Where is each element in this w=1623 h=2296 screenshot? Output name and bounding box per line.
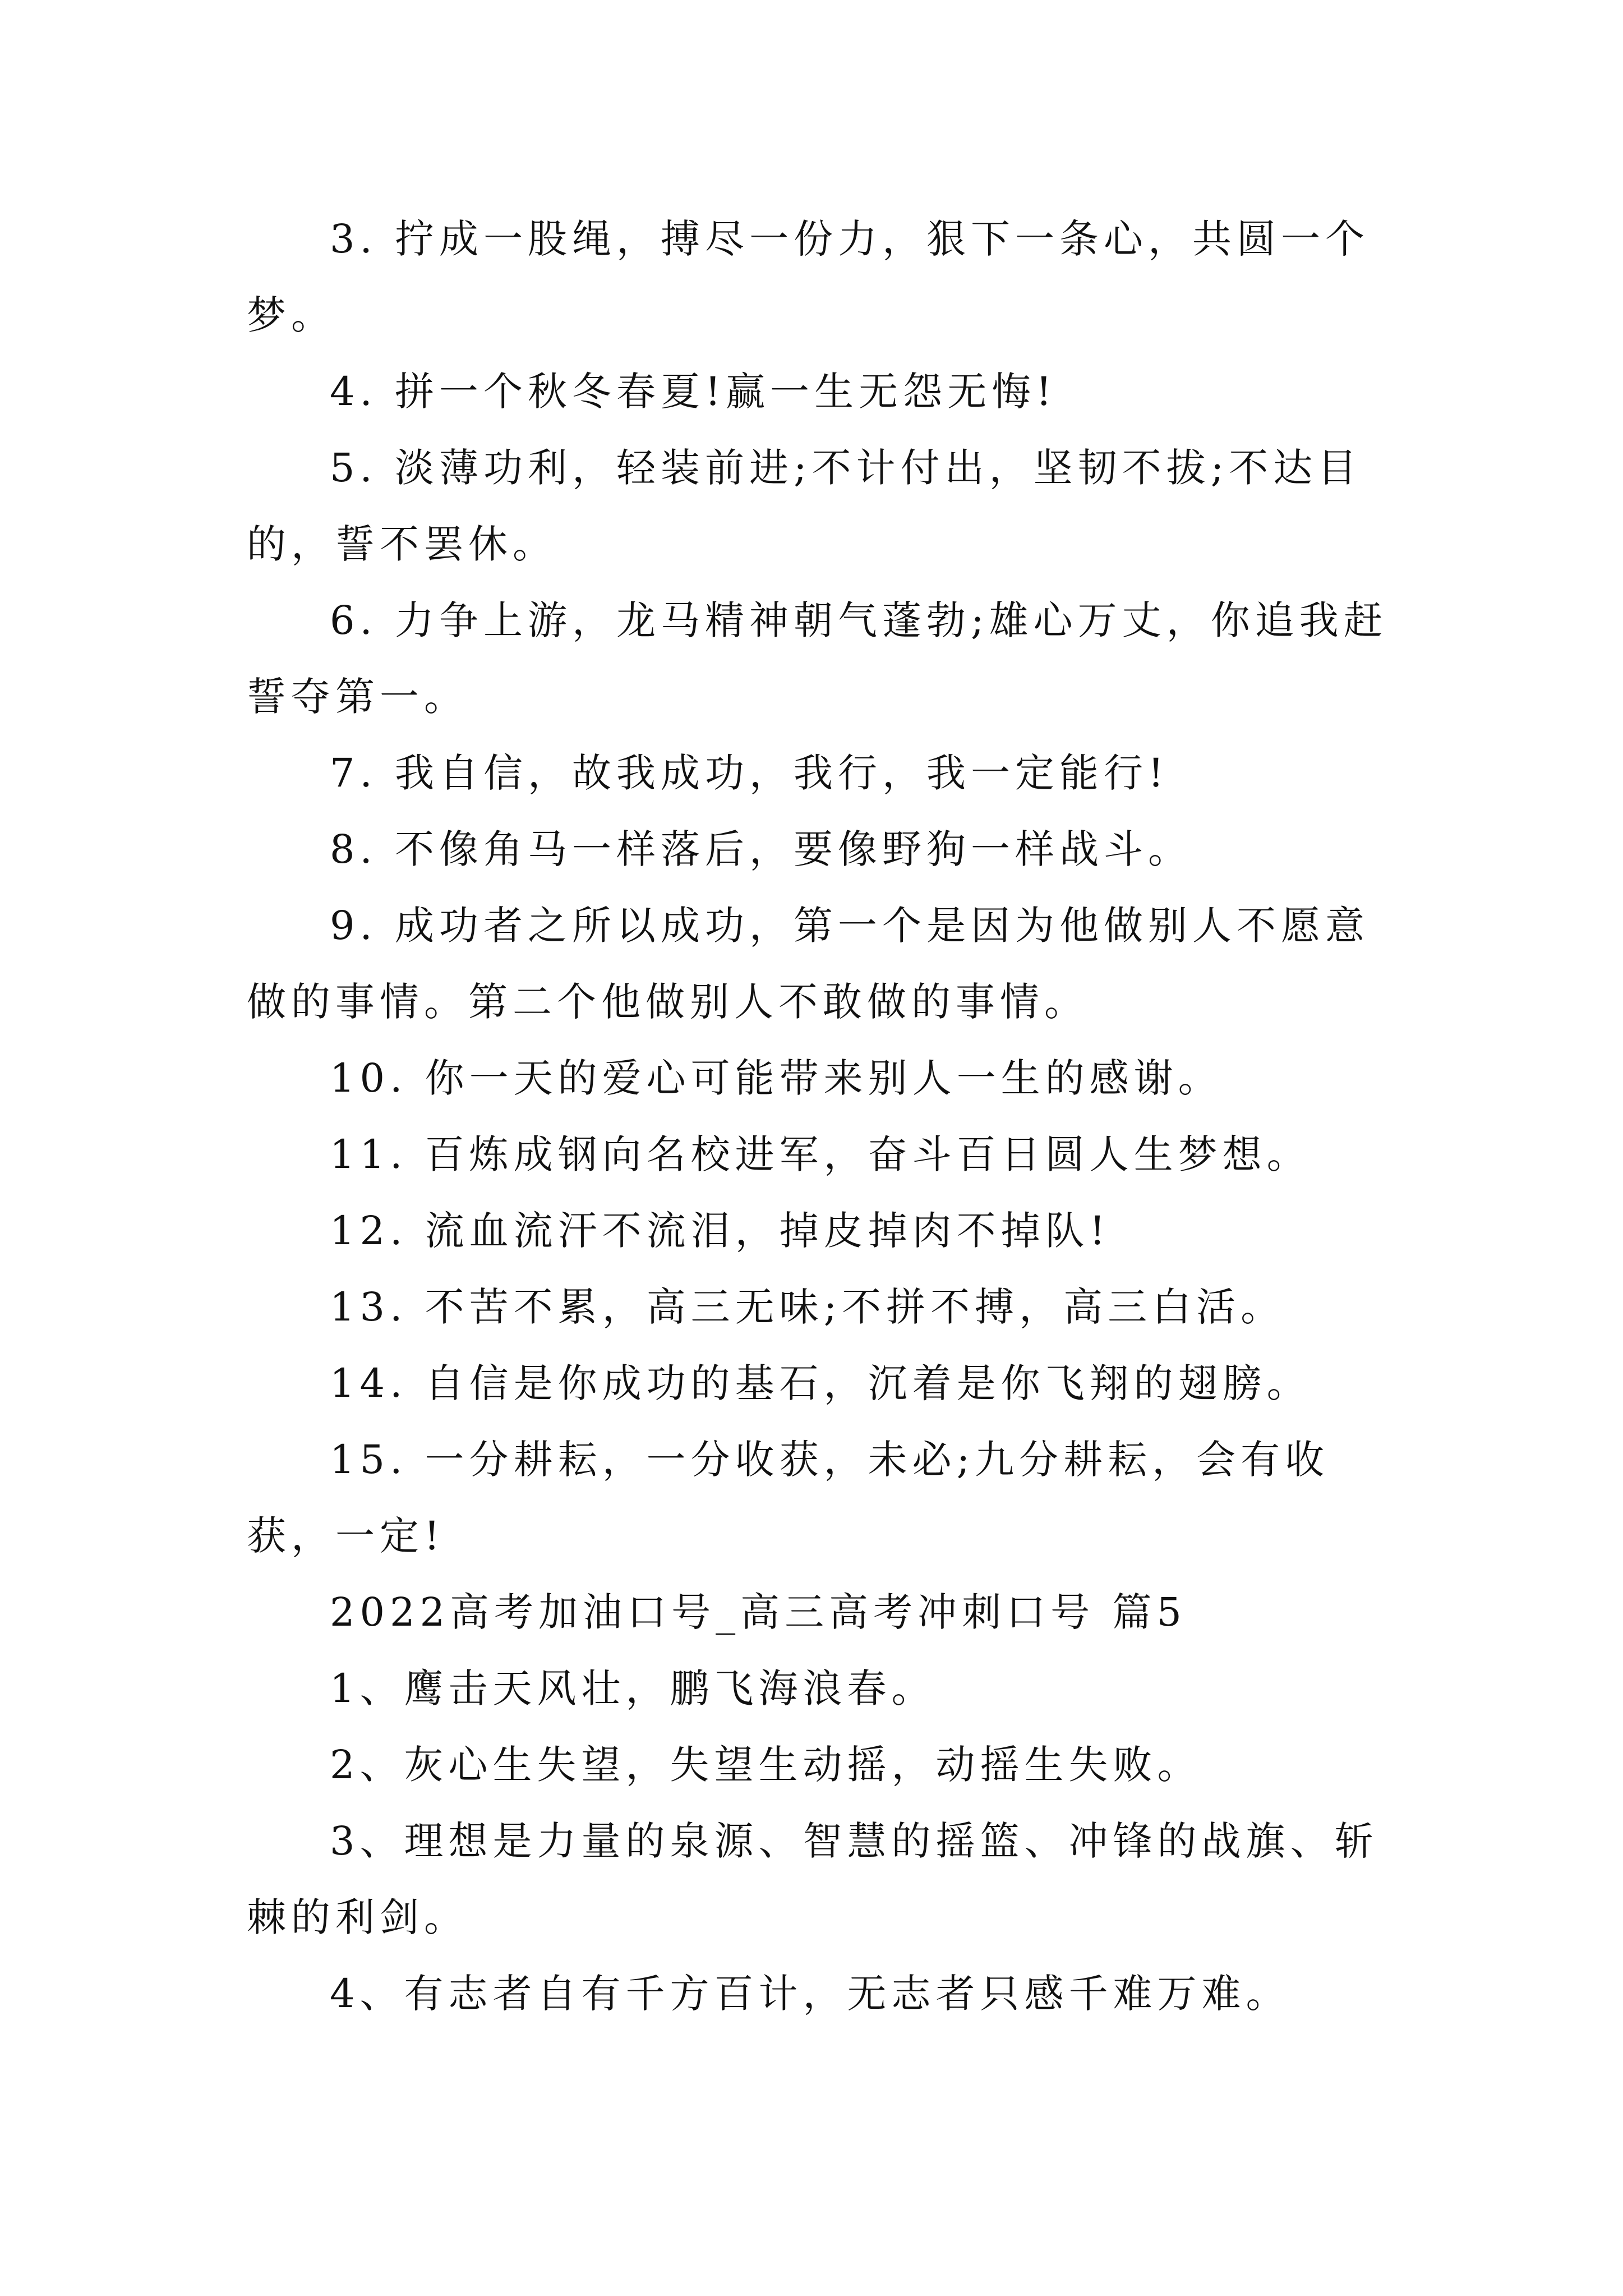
paragraph: 15. 一分耕耘，一分收获，未必;九分耕耘，会有收获，一定! [247, 1437, 1330, 1559]
section-heading: 2022高考加油口号_高三高考冲刺口号 篇5 [330, 1589, 1187, 1635]
paragraph: 12. 流血流汗不流泪，掉皮掉肉不掉队! [330, 1208, 1110, 1254]
paragraph: 9. 成功者之所以成功，第一个是因为他做别人不愿意做的事情。第二个他做别人不敢做的事情。 [247, 903, 1370, 1025]
paragraph: 1、鹰击天风壮，鹏飞海浪春。 [330, 1665, 936, 1711]
paragraph: 11. 百炼成钢向名校进军，奋斗百日圆人生梦想。 [330, 1131, 1311, 1177]
paragraph: 4、有志者自有千方百计，无志者只感千难万难。 [330, 1971, 1290, 2017]
paragraph: 3. 拧成一股绳，搏尽一份力，狠下一条心，共圆一个梦。 [247, 216, 1370, 338]
paragraph: 4. 拼一个秋冬春夏!赢一生无怨无悔! [330, 369, 1057, 415]
paragraph: 14. 自信是你成功的基石，沉着是你飞翔的翅膀。 [330, 1360, 1311, 1406]
document-body [247, 201, 1408, 2032]
paragraph: 3、理想是力量的泉源、智慧的摇篮、冲锋的战旗、斩棘的利剑。 [247, 1818, 1379, 1940]
paragraph: 2、灰心生失望，失望生动摇，动摇生失败。 [330, 1742, 1202, 1788]
paragraph: 6. 力争上游，龙马精神朝气蓬勃;雄心万丈，你追我赶誓夺第一。 [247, 597, 1388, 720]
paragraph: 7. 我自信，故我成功，我行，我一定能行! [330, 750, 1169, 796]
paragraph: 8. 不像角马一样落后，要像野狗一样战斗。 [330, 826, 1193, 872]
paragraph: 5. 淡薄功利，轻装前进;不计付出，坚韧不拔;不达目的，誓不罢休。 [247, 445, 1362, 567]
paragraph: 13. 不苦不累，高三无味;不拼不搏，高三白活。 [330, 1284, 1285, 1330]
paragraph: 10. 你一天的爱心可能带来别人一生的感谢。 [330, 1055, 1223, 1101]
